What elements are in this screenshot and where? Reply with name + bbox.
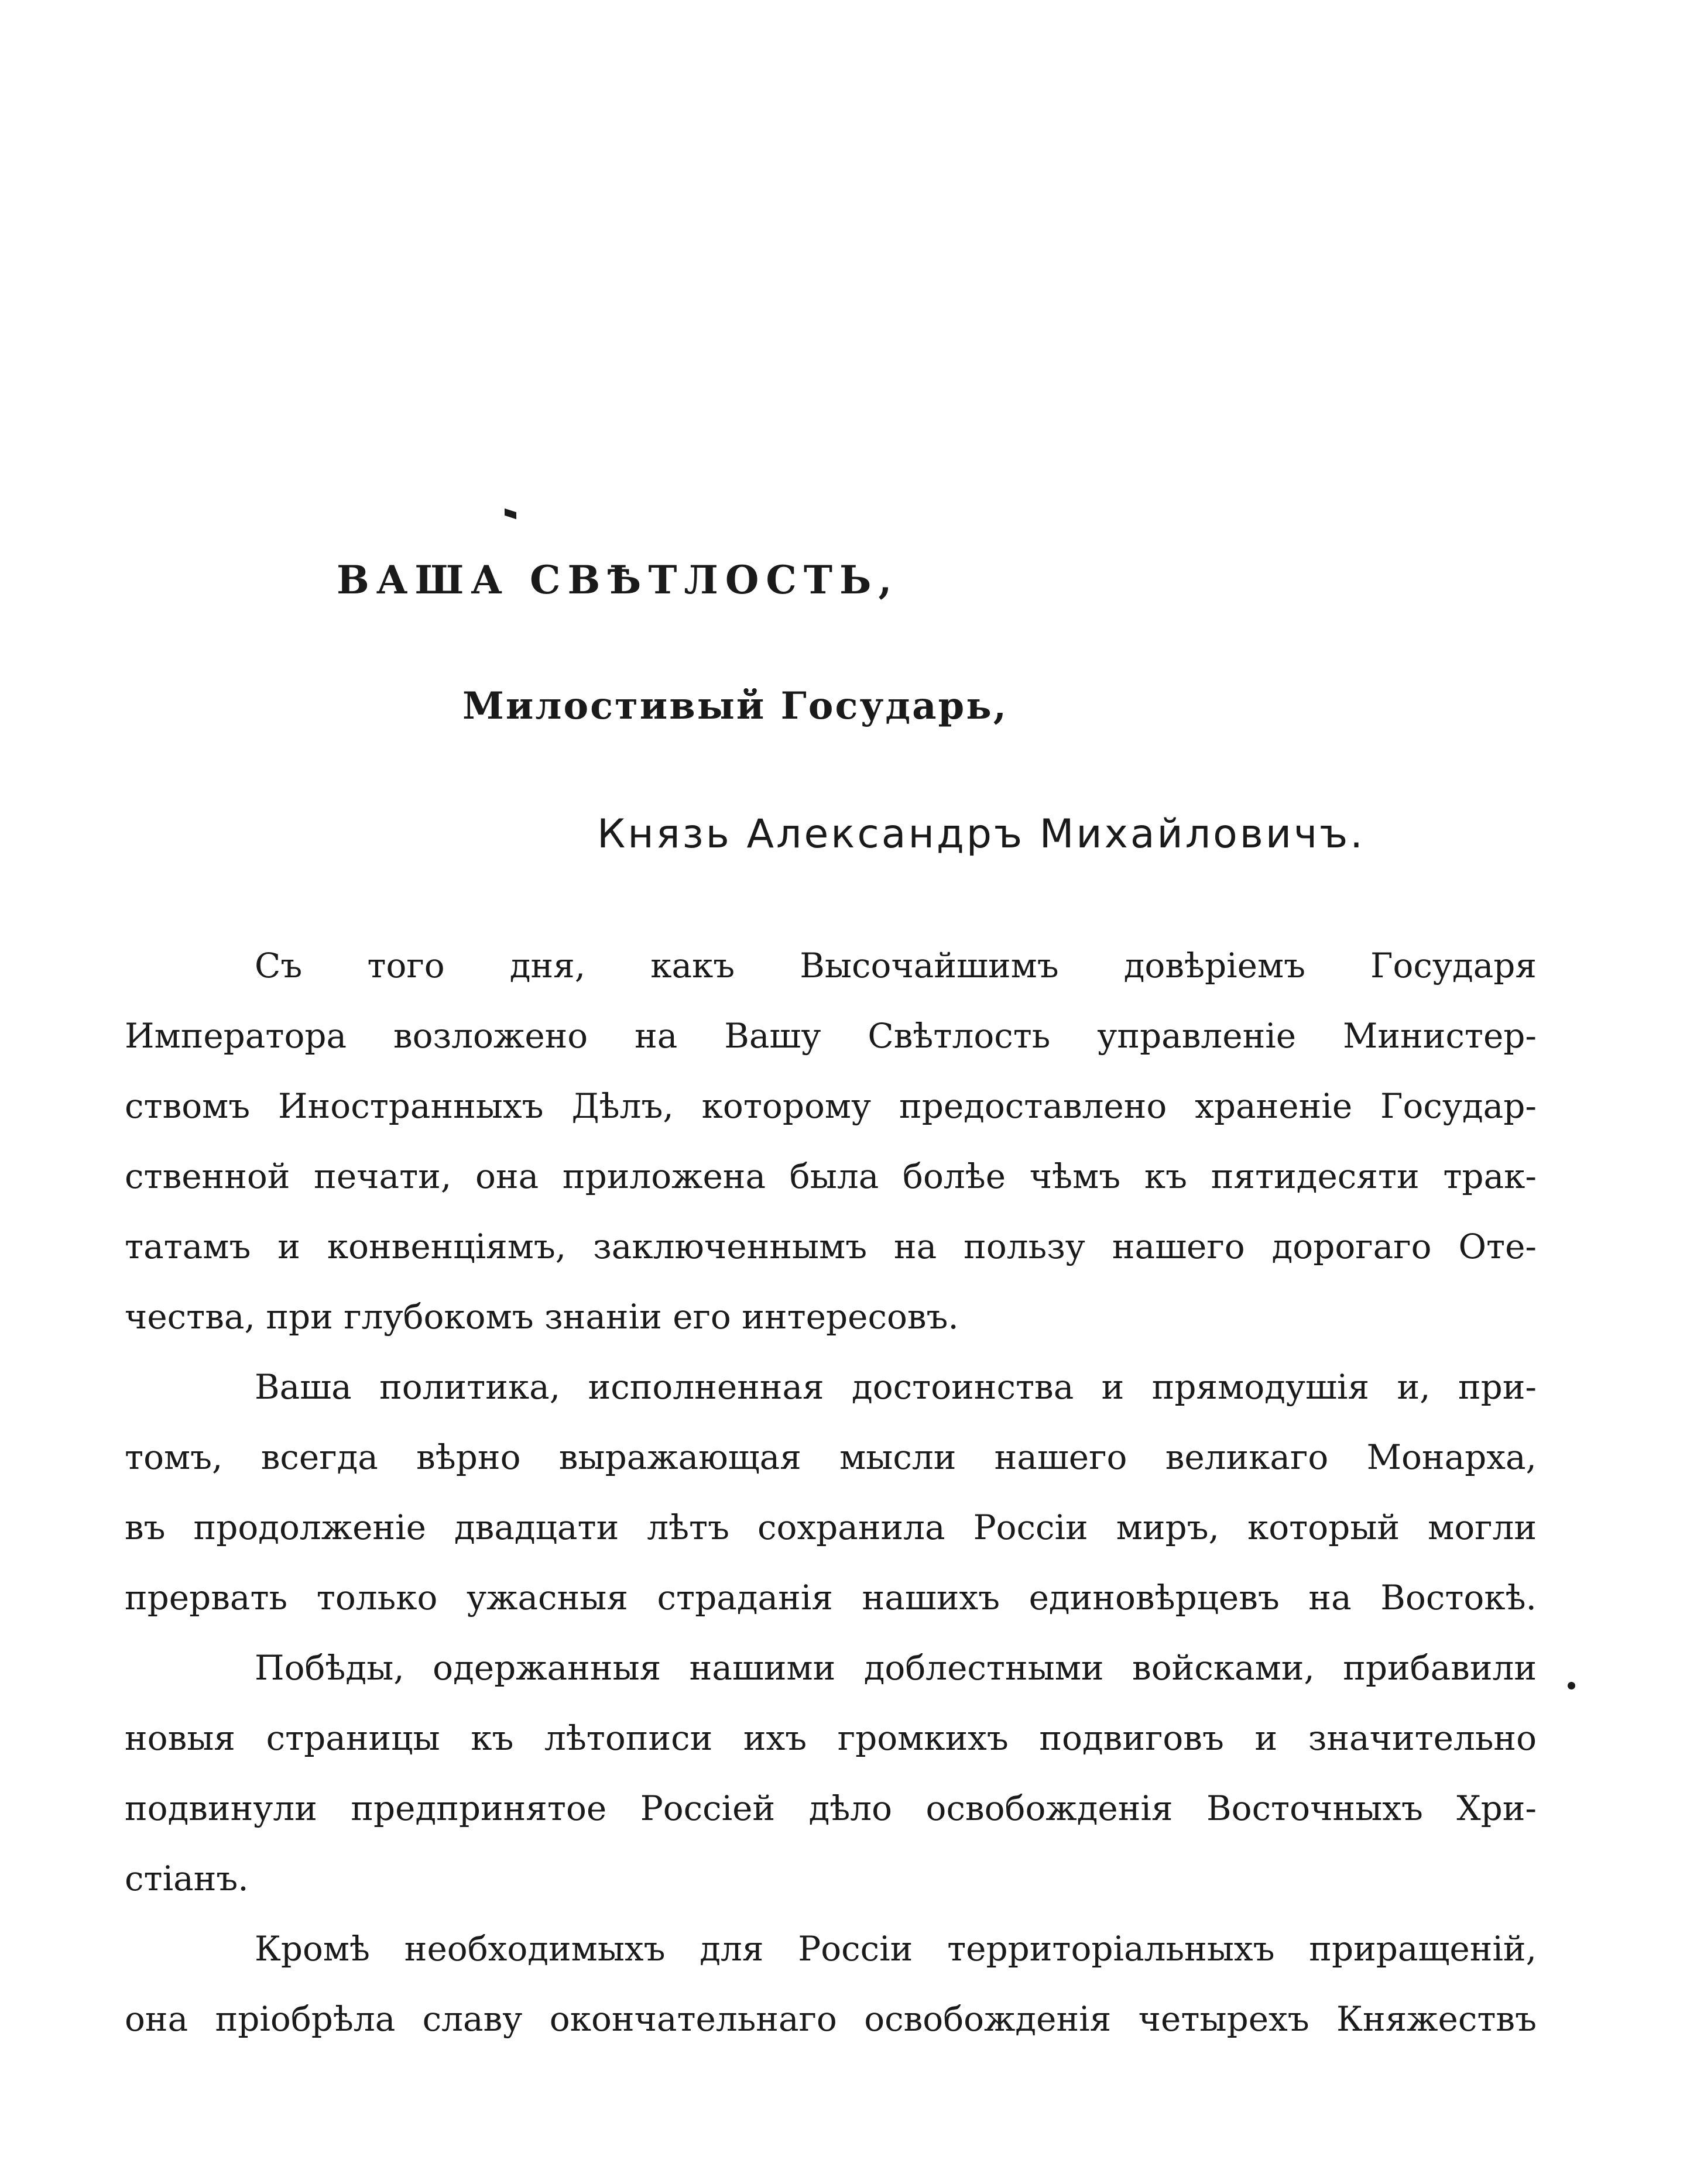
paragraph-line: Ваша политика, исполненная достоинства и прямодушія и, при- bbox=[255, 1367, 1537, 1407]
paragraph-line: прервать только ужасныя страданія нашихъ единовѣрцевъ на Востокѣ. bbox=[125, 1578, 1537, 1618]
paragraph-line: томъ, всегда вѣрно выражающая мысли нашего великаго Монарха, bbox=[125, 1437, 1537, 1477]
paragraph-line: стіанъ. bbox=[125, 1859, 249, 1898]
letter-body bbox=[125, 930, 1537, 2054]
paragraph-line: ствомъ Иностранныхъ Дѣлъ, которому предоставлено храненіе Государ- bbox=[125, 1086, 1537, 1126]
paragraph-line: въ продолженіе двадцати лѣтъ сохранила Россіи миръ, который могли bbox=[125, 1507, 1537, 1547]
paragraph-line: чества, при глубокомъ знаніи его интересовъ. bbox=[125, 1297, 959, 1337]
salutation-address: Милостивый Государь, bbox=[462, 684, 1008, 728]
paragraph-line: Императора возложено на Вашу Свѣтлость управленіе Министер- bbox=[125, 1016, 1537, 1056]
paragraph-line: Съ того дня, какъ Высочайшимъ довѣріемъ Государя bbox=[255, 946, 1537, 985]
paragraph-line: она пріобрѣла славу окончательнаго освобожденія четырехъ Княжествъ bbox=[125, 1999, 1537, 2039]
paragraph-line: татамъ и конвенціямъ, заключеннымъ на пользу нашего дорогаго Оте- bbox=[125, 1227, 1537, 1266]
ink-mark bbox=[505, 509, 516, 519]
paragraph-line: Кромѣ необходимыхъ для Россіи территоріальныхъ приращеній, bbox=[255, 1929, 1537, 1969]
salutation-title: ВАША СВѢТЛОСТЬ, bbox=[337, 557, 899, 603]
paragraph-line: подвинули предпринятое Россіей дѣло освобожденія Восточныхъ Хри- bbox=[125, 1788, 1537, 1828]
margin-dot bbox=[1568, 1682, 1575, 1689]
paragraph-line: ственной печати, она приложена была болѣе чѣмъ къ пятидесяти трак- bbox=[125, 1156, 1537, 1196]
paragraph-line: новыя страницы къ лѣтописи ихъ громкихъ подвиговъ и значительно bbox=[125, 1718, 1537, 1758]
salutation-name: Князь Александръ Михайловичъ. bbox=[597, 811, 1365, 857]
paragraph-line: Побѣды, одержанныя нашими доблестными войсками, прибавили bbox=[255, 1648, 1537, 1688]
